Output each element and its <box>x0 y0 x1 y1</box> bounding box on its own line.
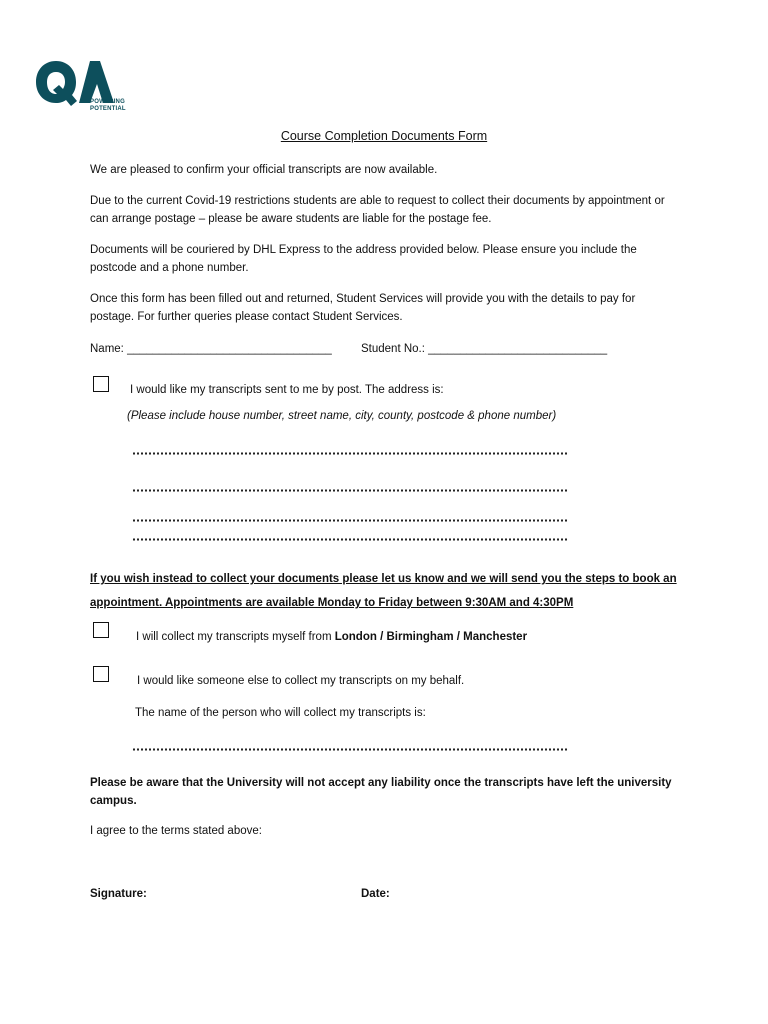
student-number-field[interactable]: Student No.: ____________________________ <box>361 343 608 355</box>
covid-paragraph-line2: can arrange postage – please be aware students are liable for the postage fee. <box>90 213 492 225</box>
agree-text: I agree to the terms stated above: <box>90 825 262 837</box>
date-label[interactable]: Date: <box>361 888 390 900</box>
post-option-checkbox[interactable] <box>93 376 109 392</box>
collect-other-label: I would like someone else to collect my transcripts on my behalf. <box>137 675 465 687</box>
signature-label[interactable]: Signature: <box>90 888 147 900</box>
address-line-4[interactable] <box>132 538 568 541</box>
collect-self-checkbox[interactable] <box>93 622 109 638</box>
logo-tagline-line2: POTENTIAL <box>90 105 126 112</box>
address-line-1[interactable] <box>132 452 568 455</box>
collector-name-line[interactable] <box>132 748 568 751</box>
collect-notice-line1: If you wish instead to collect your documents please let us know and we will send you the steps to book an <box>90 573 677 585</box>
collect-other-checkbox[interactable] <box>93 666 109 682</box>
collector-name-label: The name of the person who will collect my transcripts is: <box>135 707 426 719</box>
form-title: Course Completion Documents Form <box>280 129 488 143</box>
address-hint: (Please include house number, street name, city, county, postcode & phone number) <box>127 410 557 422</box>
dhl-paragraph-line2: postcode and a phone number. <box>90 262 249 274</box>
covid-paragraph-line1: Due to the current Covid-19 restrictions students are able to request to collect their documents by appointment or <box>90 195 665 207</box>
address-line-3[interactable] <box>132 519 568 522</box>
post-option-label: I would like my transcripts sent to me by post. The address is: <box>130 384 444 396</box>
collect-locations: London / Birmingham / Manchester <box>334 631 528 643</box>
payment-paragraph-line2: postage. For further queries please contact Student Services. <box>90 311 403 323</box>
intro-paragraph: We are pleased to confirm your official transcripts are now available. <box>90 164 438 176</box>
liability-line2: campus. <box>90 795 137 807</box>
liability-line1: Please be aware that the University will not accept any liability once the transcripts have left the university <box>90 777 672 789</box>
dhl-paragraph-line1: Documents will be couriered by DHL Express to the address provided below. Please ensure you include the <box>90 244 637 256</box>
qa-logo <box>34 58 134 116</box>
collect-notice-line2: appointment. Appointments are available Monday to Friday between 9:30AM and 4:30PM <box>90 597 574 609</box>
payment-paragraph-line1: Once this form has been filled out and returned, Student Services will provide you with the details to pay for <box>90 293 636 305</box>
logo-tagline-line1: POWERING <box>90 99 125 105</box>
collect-self-label <box>136 628 736 646</box>
address-line-2[interactable] <box>132 489 568 492</box>
name-field[interactable]: Name: ________________________________ <box>90 343 332 355</box>
collect-self-text: I will collect my transcripts myself from <box>136 631 335 643</box>
